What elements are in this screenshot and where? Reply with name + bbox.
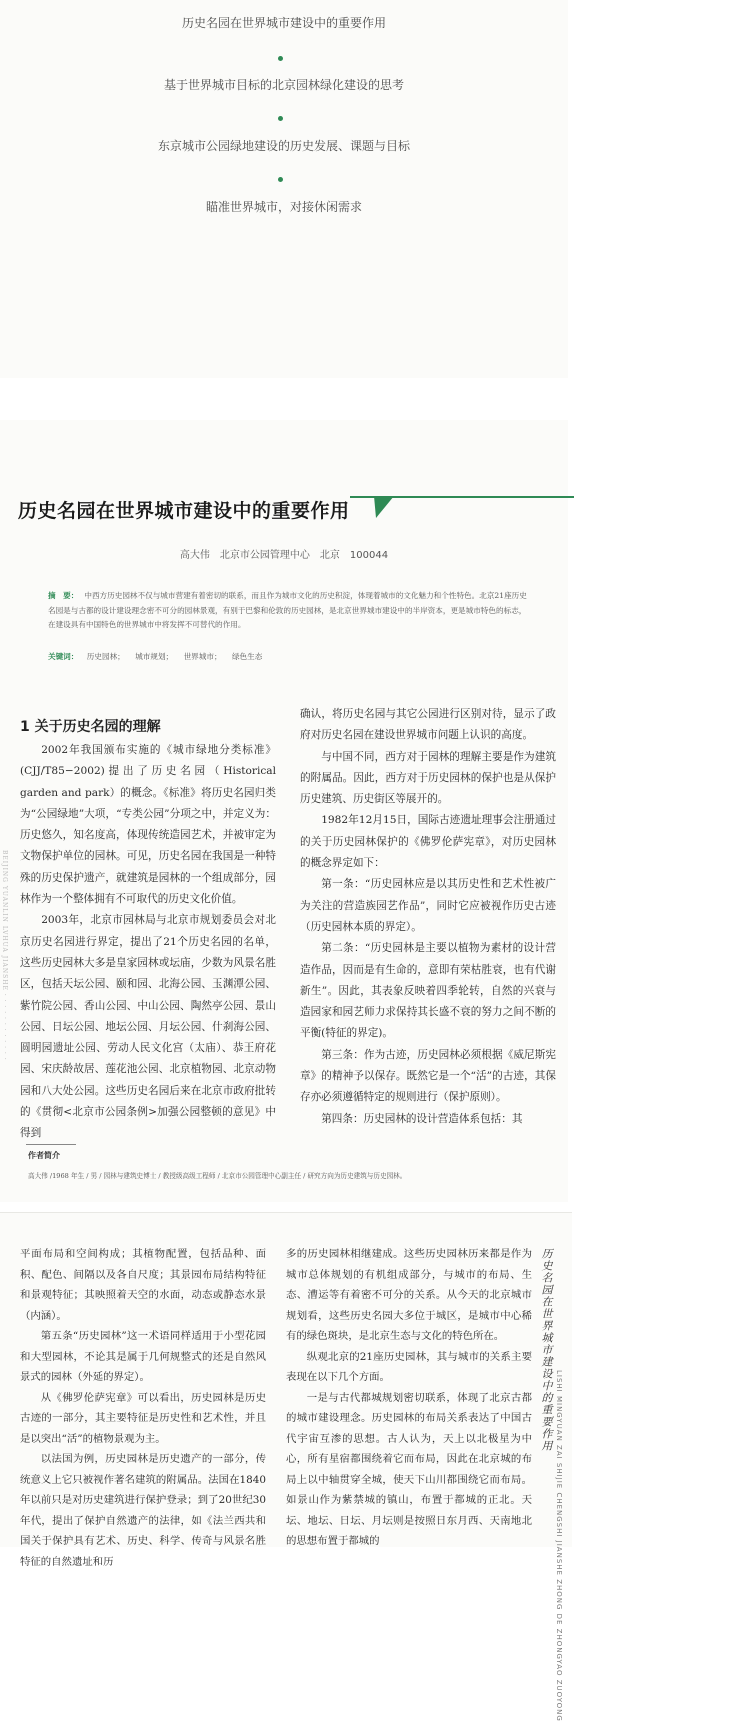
paragraph: 2003年，北京市园林局与北京市规划委员会对北京历史名园进行界定，提出了21个历史名园的名单，这些历史园林大多是皇家园林或坛庙，少数为风景名胜区，包括天坛公园、颐和园、北海公园、玉渊潭公园、紫竹院公园、香山公园、中山公园、陶然亭公园、景山公园、日坛公园、地坛公园、月坛公园、什刹海公园、圆明园遗址公园、劳动人民文化宫（太庙）、恭王府花园、宋庆龄故居、莲花池公园、北京植物园、北京动物园和八大处公园。这些历史名园后来在北京市政府批转的《贯彻<北京市公园条例>加强公园整顿的意见》中得到 bbox=[20, 914, 276, 1140]
paragraph: 从《佛罗伦萨宪章》可以看出，历史园林是历史古迹的一部分，其主要特征是历史性和艺术性，并且是以突出“活”的植物景观为主。 bbox=[20, 1391, 266, 1445]
article-title: 历史名园在世界城市建设中的重要作用 bbox=[18, 500, 350, 522]
article-column-right bbox=[300, 704, 556, 1130]
paragraph: 纵观北京的21座历史园林，其与城市的关系主要表现在以下几个方面。 bbox=[286, 1350, 532, 1383]
continuation-column-right bbox=[286, 1244, 532, 1552]
keyword: 世界城市； bbox=[183, 652, 222, 661]
footnote-divider bbox=[26, 1144, 76, 1145]
article-column-left bbox=[20, 740, 276, 1145]
toc-bullet-icon bbox=[278, 116, 283, 121]
keywords-label: 关键词： bbox=[48, 652, 79, 661]
section-title: 1 关于历史名园的理解 bbox=[20, 719, 161, 735]
article-title-bar bbox=[18, 490, 558, 524]
toc-item[interactable]: 东京城市公园绿地建设的历史发展、课题与目标 bbox=[157, 139, 410, 153]
keyword: 绿色生态 bbox=[231, 652, 263, 661]
abstract-label: 摘 要： bbox=[48, 591, 79, 600]
paragraph: 多的历史园林相继建成。这些历史园林历来都是作为城市总体规划的有机组成部分，与城市的布局、生态、漕运等有着密不可分的关系。从今天的北京城市规划看，这些历史名园大多位于城区，是城市中心稀有的绿色斑块，是北京生态与文化的特色所在。 bbox=[286, 1248, 532, 1342]
margin-decoration: BEIJING YUANLIN LVHUA JIANSHE · · · · · · · · · · · · bbox=[1, 850, 8, 1061]
paragraph: 一是与古代都城规划密切联系，体现了北京古都的城市建设理念。历史园林的布局关系表达了中国古代宇宙互渗的思想。古人认为，天上以北极星为中心，所有星宿都围绕着它而布局，因此在北京城的布局上以中轴贯穿全城，使天下山川都围绕它而布局。如景山作为紫禁城的镇山，布置于都城的正北。天坛、地坛、日坛、月坛则是按照日东月西、天南地北的思想布置于都城的 bbox=[286, 1391, 532, 1547]
keyword: 城市规划； bbox=[135, 652, 174, 661]
paragraph: 2002年我国颁布实施的《城市绿地分类标准》(CJJ/T85−2002)提出了历史名园（Historical garden and park）的概念。《标准》将历史名园归类为“公园绿地”大项，“专类公园”分项之中，并定义为：历史悠久，知名度高，体现传统造园艺术，并被审定为文物保护单位的园林。可见，历史名园在我国是一种特殊的历史保护遗产，就建筑是园林的一个组成部分，园林作为一个整体拥有不可取代的历史文化价值。 bbox=[20, 744, 276, 906]
paragraph: 第四条：历史园林的设计营造体系包括：其 bbox=[321, 1112, 523, 1125]
toc-item[interactable]: 历史名园在世界城市建设中的重要作用 bbox=[181, 16, 386, 30]
abstract-text: 中西方历史园林不仅与城市营建有着密切的联系，而且作为城市文化的历史积淀，体现着城市的文化魅力和个性特色。北京21座历史名园是与古都的设计建设理念密不可分的园林景观，有别于巴黎和伦敦的历史园林，是北京世界城市建设中的半岸资本，更是城市特色的标志，在建设具有中国特色的世界城市中将发挥不可替代的作用。 bbox=[48, 591, 527, 629]
paragraph: 确认，将历史名园与其它公园进行区别对待，显示了政府对历史名园在建设世界城市问题上认识的高度。 bbox=[300, 708, 556, 742]
paragraph: 第三条：作为古迹，历史园林必须根据《威尼斯宪章》的精神予以保存。既然它是一个“活”的古迹，其保存亦必须遵循特定的规则进行（保护原则）。 bbox=[300, 1048, 556, 1104]
author-line: 高大伟 北京市公园管理中心 北京 100044 bbox=[179, 550, 389, 561]
author-note-label: 作者简介 bbox=[28, 1151, 60, 1160]
keyword: 历史园林； bbox=[86, 652, 125, 661]
paragraph: 与中国不同，西方对于园林的理解主要是作为建筑的附属品。因此，西方对于历史园林的保护也是从保护历史建筑、历史街区等展开的。 bbox=[300, 750, 556, 806]
toc-item[interactable]: 瞄准世界城市，对接休闲需求 bbox=[205, 200, 362, 214]
paragraph: 第二条：“历史园林是主要以植物为素材的设计营造作品，因而是有生命的，意即有荣枯胜衰，也有代谢新生”。因此，其表象反映着四季轮转，自然的兴衰与造园家和园艺师力求保持其长盛不衰的努力之间不断的平衡(特征的界定)。 bbox=[300, 942, 556, 1040]
title-accent-shape bbox=[366, 496, 394, 518]
keywords bbox=[48, 651, 528, 662]
continuation-column-left bbox=[20, 1244, 266, 1572]
abstract bbox=[48, 589, 528, 633]
running-title-pinyin: LISHI MINGYUAN ZAI SHIJIE CHENGSHI JIANSHE ZHONG DE ZHONGYAO ZUOYONG bbox=[555, 1370, 563, 1722]
toc-item[interactable]: 基于世界城市目标的北京园林绿化建设的思考 bbox=[163, 78, 404, 92]
paragraph: 1982年12月15日，国际古迹遗址理事会注册通过的关于历史园林保护的《佛罗伦萨宪章》，对历史园林的概念界定如下： bbox=[300, 814, 556, 870]
toc-bullet-icon bbox=[278, 177, 283, 182]
toc-bullet-icon bbox=[278, 56, 283, 61]
paragraph: 以法国为例，历史园林是历史遗产的一部分，传统意义上它只被视作著名建筑的附属品。法国在1840年以前只是对历史建筑进行保护登录；到了20世纪30年代，提出了保护自然遗产的法律，如《法兰西共和国关于保护具有艺术、历史、科学、传奇与风景名胜特征的自然遗址和历 bbox=[20, 1453, 266, 1568]
running-title-vertical: 历史名园在世界城市建设中的重要作用 bbox=[540, 1248, 553, 1452]
paragraph: 平面布局和空间构成；其植物配置，包括品种、面积、配色、间隔以及各自尺度；其景园布局结构特征和景观特征；其映照着天空的水面，动态或静态水景（内涵）。 bbox=[20, 1248, 266, 1322]
paragraph: 第五条“历史园林”这一术语同样适用于小型花园和大型园林，不论其是属于几何规整式的还是自然风景式的园林（外延的界定）。 bbox=[20, 1330, 266, 1383]
author-note-text: 高大伟 /1968 年生 / 男 / 园林与建筑史博士 / 教授级高级工程师 / 北京市公园管理中心副主任 / 研究方向为历史建筑与历史园林。 bbox=[28, 1172, 407, 1180]
paragraph: 第一条：“历史园林应是以其历史性和艺术性被广为关注的营造族园艺作品”，同时它应被视作历史古迹（历史园林本质的界定）。 bbox=[300, 878, 556, 933]
toc-page bbox=[0, 0, 568, 378]
